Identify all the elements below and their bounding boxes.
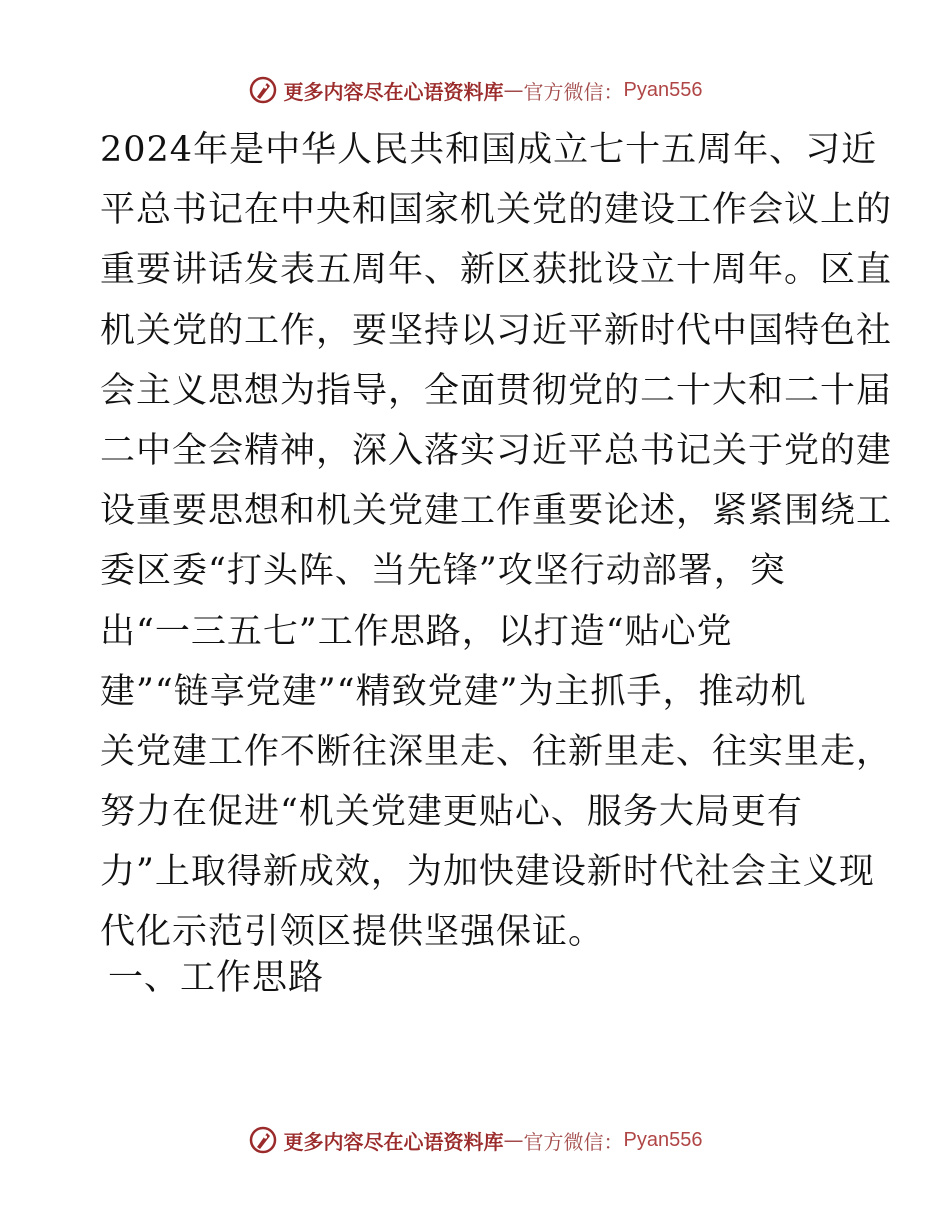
paragraph-line: 代化示范引领区提供坚强保证。 xyxy=(100,912,605,953)
section-heading: 一、工作思路 xyxy=(108,958,325,998)
footer-wechat-label: 官方微信： xyxy=(523,1129,624,1154)
header-brand-text: 更多内容尽在心语资料库 xyxy=(283,79,504,104)
footer-brand-text: 更多内容尽在心语资料库 xyxy=(283,1129,504,1154)
paragraph-line: 二中全会精神，深入落实习近平总书记关于党的建 xyxy=(100,430,893,471)
header-wechat-id: Pyan556 xyxy=(623,78,703,101)
footer-dash: — xyxy=(503,1128,524,1152)
header-wechat-label: 官方微信： xyxy=(523,79,624,104)
paragraph-line: 委区委“打头阵、当先锋”攻坚行动部署，突 xyxy=(100,551,786,592)
paragraph-line: 关党建工作不断往深里走、往新里走、往实里走， xyxy=(100,731,893,772)
paragraph-line: 力”上取得新成效，为加快建设新时代社会主义现 xyxy=(100,852,875,893)
header-watermark-banner xyxy=(0,70,950,110)
header-dash: — xyxy=(503,78,524,102)
paragraph-line: 努力在促进“机关党建更贴心、服务大局更有 xyxy=(100,792,803,833)
paragraph-line: 重要讲话发表五周年、新区获批设立十周年。区直 xyxy=(100,250,893,291)
paragraph-line: 2024年是中华人民共和国成立七十五周年、习近 xyxy=(100,130,878,170)
pen-nib-logo-icon xyxy=(248,1125,278,1155)
intro-paragraph xyxy=(100,120,893,963)
footer-wechat-id: Pyan556 xyxy=(623,1128,703,1151)
paragraph-line: 平总书记在中央和国家机关党的建设工作会议上的 xyxy=(100,190,893,231)
footer-watermark-banner xyxy=(0,1120,950,1160)
paragraph-line: 设重要思想和机关党建工作重要论述，紧紧围绕工 xyxy=(100,491,893,532)
pen-nib-logo-icon xyxy=(248,75,278,105)
paragraph-line: 机关党的工作，要坚持以习近平新时代中国特色社 xyxy=(100,310,893,351)
paragraph-line: 出“一三五七”工作思路，以打造“贴心党 xyxy=(100,611,733,652)
paragraph-line: 会主义思想为指导，全面贯彻党的二十大和二十届 xyxy=(100,370,893,411)
paragraph-line: 建”“链享党建”“精致党建”为主抓手，推动机 xyxy=(100,671,807,712)
